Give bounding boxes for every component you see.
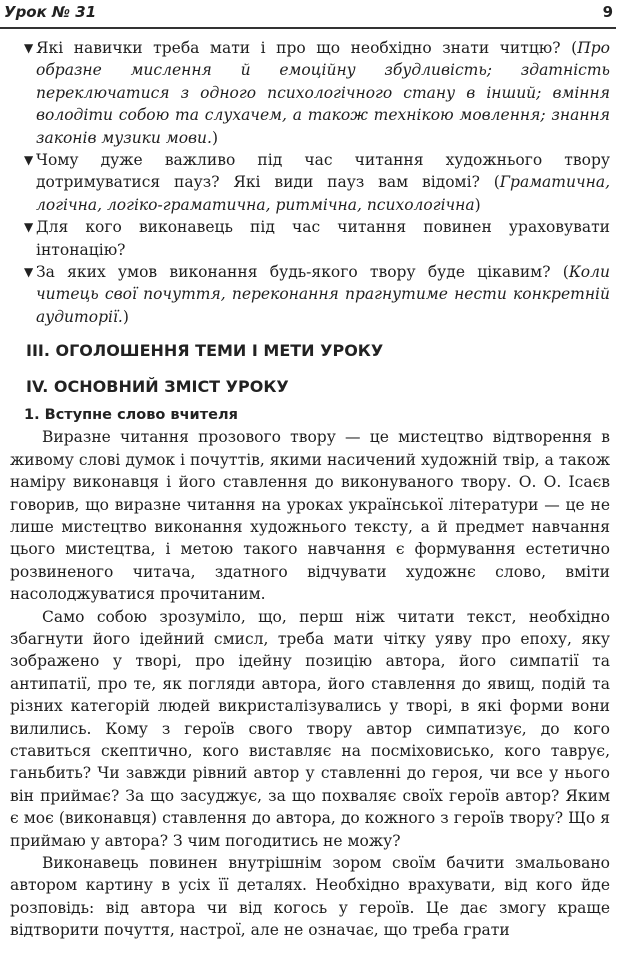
triangle-bullet-icon: ▼ — [24, 41, 34, 55]
question-item — [10, 37, 610, 149]
subsection-heading: 1. Вступне слово вчителя — [24, 407, 238, 424]
body-paragraph: Само собою зрозуміло, що, перш ніж читати текст, необхідно збагнути його ідейний смисл, треба мати чітку уяву про епоху, яку зображено у творі, про ідейну позицію автора, його симпатії та антипатії, про те, як погляди автора, його ставлення до явищ, подій та різних категорій людей викристалізувались у творі, в які форми вони вилились. Кому з героїв свого твору автор симпатизує, до кого ставиться скептично, кого виставляє на посміховисько, кого таврує, ганьбить? Чи завжди рівний автор у ставленні до героя, чи все у нього він приймає? За що засуджує, за що похваляє своїх героїв автор? Яким є моє (виконавця) ставлення до автора, до кожного з героїв твору? Що я приймаю у автора? З чим погодитись не можу? — [10, 607, 610, 850]
body-paragraph: Виразне читання прозового твору — це мистецтво відтворення в живому слові думок і почуттів, якими насичений художній твір, а також наміру виконавця і його ставлення до виконуваного твору. О. О. Ісаєв говорив, що виразне читання на уроках української літератури — це не лише мистецтво виконання художнього тексту, а й предмет навчання цього мистецтва, і метою такого навчання є формування естетично розвиненого читача, здатного відчувати художнє слово, вміти насолоджуватися прочитаним. — [10, 428, 610, 604]
question-text: Для кого виконавець під час читання повинен ураховувати інтонацію? — [36, 218, 610, 259]
question-answer: Про образне мислення й емоційну збудливість; здатність переключатися з одного психологічного стану в інший; вміння володіти собою та слухачем, а також технікою мовлення; знання законів музики мови. — [36, 39, 610, 147]
question-text: Які навички треба мати і про що необхідно знати читцю? ( — [36, 39, 578, 57]
question-close: ) — [474, 195, 481, 214]
triangle-bullet-icon: ▼ — [24, 220, 34, 235]
body-paragraph: Виконавець повинен внутрішнім зором своїм бачити змальовано автором картину в усіх її деталях. Необхідно врахувати, від кого йде розповідь: від автора чи від когось у героїв. Це дає змогу краще відтворити почуття, настрої, але не означає, що треба грати — [10, 854, 610, 940]
question-item — [10, 216, 610, 261]
page-body — [10, 37, 610, 942]
triangle-bullet-icon: ▼ — [24, 265, 34, 280]
page-header — [0, 0, 637, 30]
section-heading-3: III. ОГОЛОШЕННЯ ТЕМИ І МЕТИ УРОКУ — [26, 341, 384, 361]
page-number: 9 — [602, 3, 613, 21]
question-close: ) — [211, 128, 219, 147]
section-heading-4: IV. ОСНОВНИЙ ЗМІСТ УРОКУ — [26, 377, 289, 397]
question-close: ) — [122, 307, 129, 326]
question-item — [10, 149, 610, 216]
header-rule — [0, 27, 616, 29]
question-text: Чому дуже важливо під час читання художнього твору дотримуватися пауз? Які види пауз вам відомі? ( — [36, 151, 610, 192]
question-answer: Коли читець свої почуття, переконання прагнутиме нести конкретній аудиторії. — [36, 263, 610, 326]
lesson-label: Урок № 31 — [4, 3, 97, 21]
question-list — [10, 37, 610, 328]
question-text: За яких умов виконання будь-якого твору буде цікавим? ( — [36, 263, 569, 282]
question-answer: Граматична, логічна, логіко-граматична, ритмічна, психологічна — [36, 173, 610, 214]
triangle-bullet-icon: ▼ — [24, 153, 34, 168]
question-item — [10, 261, 610, 328]
